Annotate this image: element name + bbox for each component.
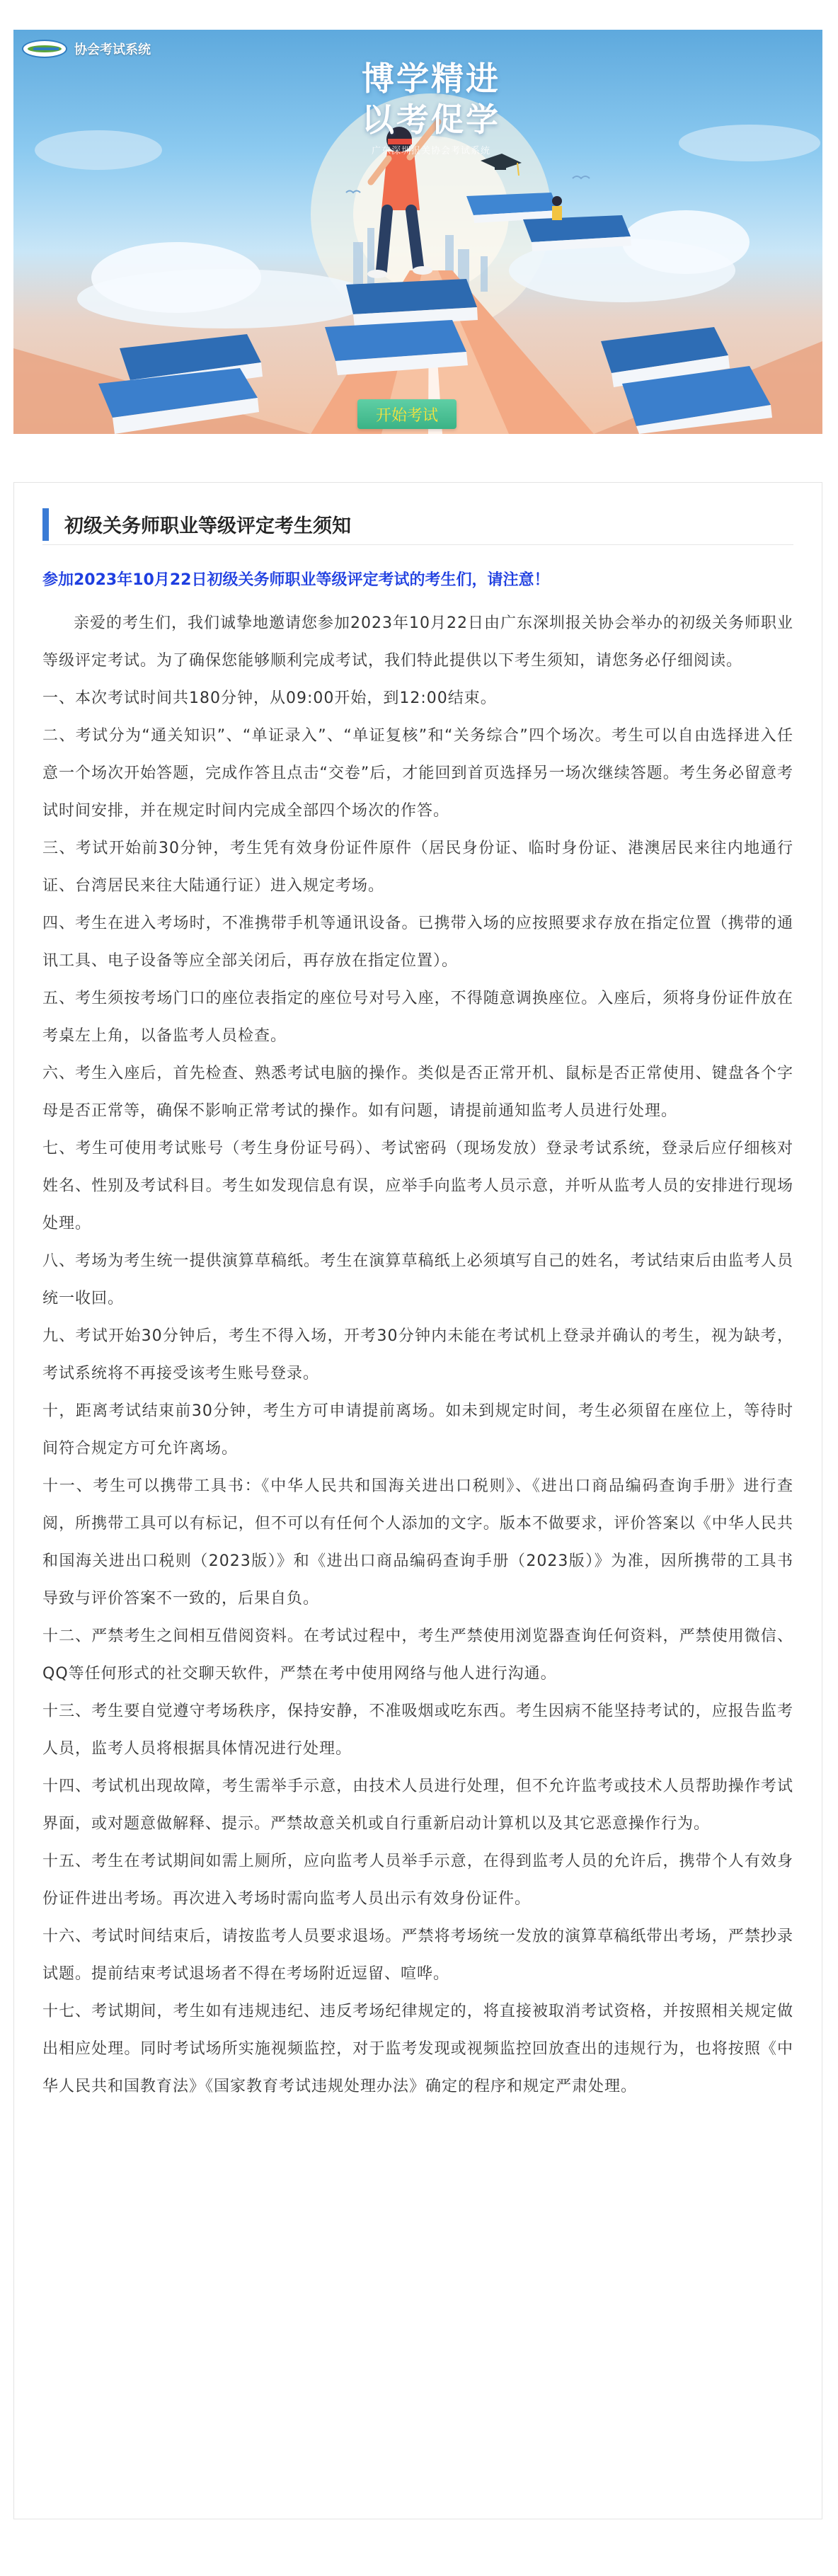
- rule-item: 十七、考试期间，考生如有违规违纪、违反考场纪律规定的，将直接被取消考试资格，并按照相关规定做出相应处理。同时考试场所实施视频监控，对于监考发现或视频监控回放查出的违规行为，也将按照《中华人民共和国教育法》《国家教育考试违规处理办法》确定的程序和规定严肃处理。: [42, 2003, 793, 2095]
- slogan-line-2: 以考促学: [362, 101, 500, 139]
- notice-header: [42, 508, 793, 545]
- exam-notice-card: [13, 482, 822, 2519]
- hero-banner: [13, 30, 822, 434]
- rule-item: 十六、考试时间结束后，请按监考人员要求退场。严禁将考场统一发放的演算草稿纸带出考场，严禁抄录试题。提前结束考试退场者不得在考场附近逗留、喧哗。: [42, 1928, 793, 1983]
- title-accent-bar: [42, 508, 49, 541]
- rule-item: 三、考试开始前30分钟，考生凭有效身份证件原件（居民身份证、临时身份证、港澳居民来往内地通行证、台湾居民来往大陆通行证）进入规定考场。: [42, 840, 793, 895]
- rule-item: 八、考场为考生统一提供演算草稿纸。考生在演算草稿纸上必须填写自己的姓名，考试结束后由监考人员统一收回。: [42, 1252, 793, 1307]
- slogan: [346, 58, 516, 140]
- rule-item: 五、考生须按考场门口的座位表指定的座位号对号入座，不得随意调换座位。入座后，须将身份证件放在考桌左上角，以备监考人员检查。: [42, 990, 793, 1045]
- rule-item: 二、考试分为“通关知识”、“单证录入”、“单证复核”和“关务综合”四个场次。考生可以自由选择进入任意一个场次开始答题，完成作答且点击“交卷”后，才能回到首页选择另一场次继续答题。考生务必留意考试时间安排，并在规定时间内完成全部四个场次的作答。: [42, 727, 793, 820]
- rule-item: 十五、考生在考试期间如需上厕所，应向监考人员举手示意，在得到监考人员的允许后，携带个人有效身份证件进出考场。再次进入考场时需向监考人员出示有效身份证件。: [42, 1853, 793, 1908]
- association-logo-icon: [22, 40, 67, 58]
- rule-item: 一、本次考试时间共180分钟，从09:00开始，到12:00结束。: [42, 689, 497, 707]
- rule-item: 六、考生入座后，首先检查、熟悉考试电脑的操作。类似是否正常开机、鼠标是否正常使用、键盘各个字母是否正常等，确保不影响正常考试的操作。如有问题，请提前通知监考人员进行处理。: [42, 1065, 793, 1120]
- brand-name: 协会考试系统: [74, 42, 151, 57]
- rule-item: 四、考生在进入考场时，不准携带手机等通讯设备。已携带入场的应按照要求存放在指定位置（携带的通讯工具、电子设备等应全部关闭后，再存放在指定位置）。: [42, 915, 793, 970]
- rule-item: 九、考试开始30分钟后，考生不得入场，开考30分钟内未能在考试机上登录并确认的考生，视为缺考，考试系统将不再接受该考生账号登录。: [42, 1327, 793, 1383]
- rule-item: 十二、严禁考生之间相互借阅资料。在考试过程中，考生严禁使用浏览器查询任何资料，严禁使用微信、QQ等任何形式的社交聊天软件，严禁在考中使用网络与他人进行沟通。: [42, 1627, 793, 1683]
- notice-body: [42, 605, 793, 2105]
- rule-item: 十一、考生可以携带工具书：《中华人民共和国海关进出口税则》、《进出口商品编码查询手册》进行查阅，所携带工具可以有标记，但不可以有任何个人添加的文字。版本不做要求，评价答案以《中华人民共和国海关进出口税则（2023版）》和《进出口商品编码查询手册（2023版）》为准，因所携带的工具书导致与评价答案不一致的，后果自负。: [42, 1477, 793, 1608]
- slogan-subtitle: 广东深圳报关协会考试系统: [371, 146, 490, 156]
- rule-item: 十四、考试机出现故障，考生需举手示意，由技术人员进行处理，但不允许监考或技术人员帮助操作考试界面，或对题意做解释、提示。严禁故意关机或自行重新启动计算机以及其它恶意操作行为。: [42, 1778, 793, 1833]
- slogan-line-1: 博学精进: [362, 59, 500, 98]
- notice-title: 初级关务师职业等级评定考生须知: [64, 515, 351, 537]
- rule-item: 十三、考生要自觉遵守考场秩序，保持安静，不准吸烟或吃东西。考生因病不能坚持考试的，应报告监考人员，监考人员将根据具体情况进行处理。: [42, 1702, 793, 1758]
- brand: [22, 40, 151, 58]
- rule-item: 十，距离考试结束前30分钟，考生方可申请提前离场。如未到规定时间，考生必须留在座位上，等待时间符合规定方可允许离场。: [42, 1402, 793, 1458]
- notice-lead: 参加2023年10月22日初级关务师职业等级评定考试的考生们，请注意！: [42, 571, 550, 589]
- notice-intro: 亲爱的考生们，我们诚挚地邀请您参加2023年10月22日由广东深圳报关协会举办的初级关务师职业等级评定考试。为了确保您能够顺利完成考试，我们特此提供以下考生须知，请您务必仔细阅读。: [42, 614, 793, 670]
- start-exam-button[interactable]: 开始考试: [357, 399, 457, 429]
- rule-item: 七、考生可使用考试账号（考生身份证号码）、考试密码（现场发放）登录考试系统，登录后应仔细核对姓名、性别及考试科目。考生如发现信息有误，应举手向监考人员示意，并听从监考人员的安排进行现场处理。: [42, 1140, 793, 1232]
